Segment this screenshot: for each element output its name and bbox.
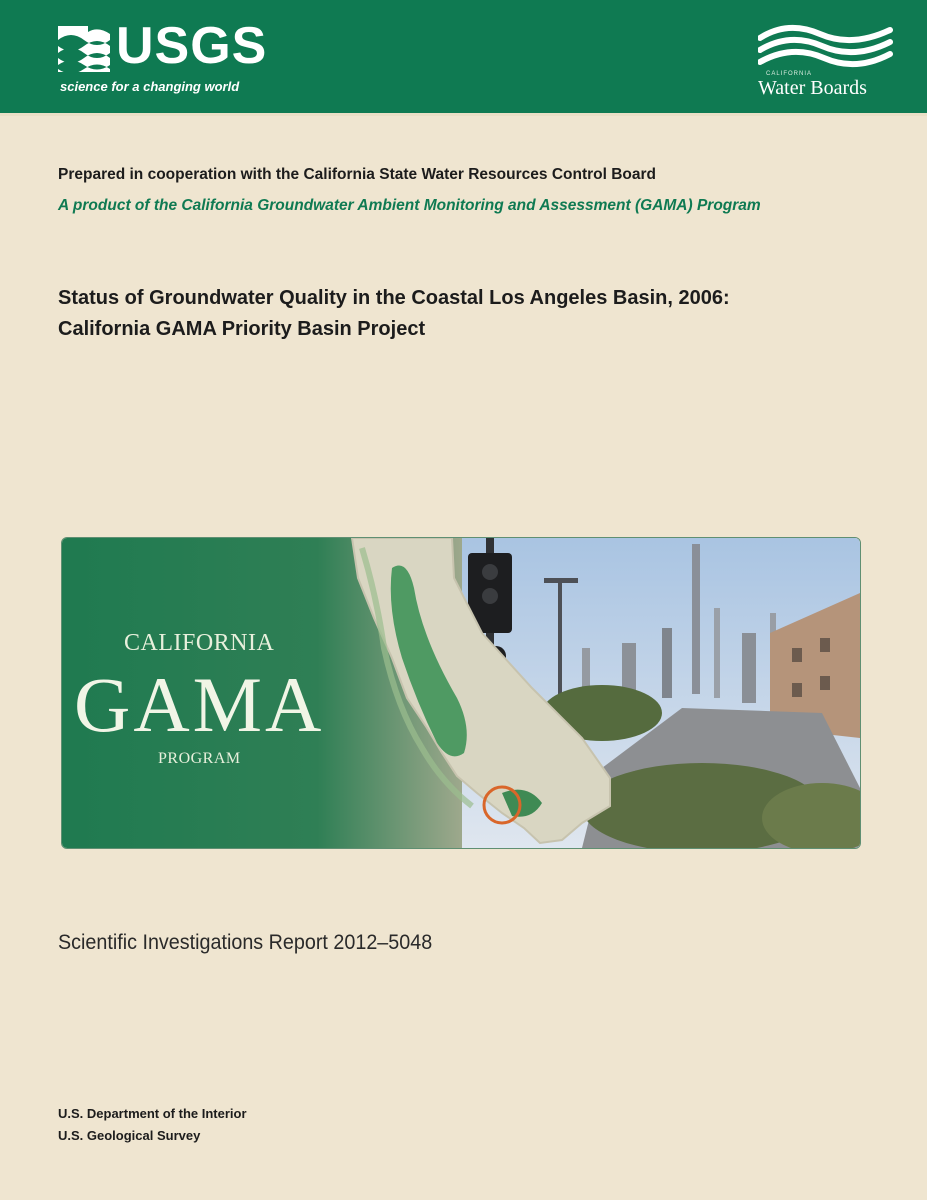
- water-boards-name: Water Boards: [758, 77, 867, 99]
- banner-gama-label: GAMA: [74, 661, 325, 748]
- gama-banner: [61, 537, 861, 849]
- usgs-tagline: science for a changing world: [60, 79, 240, 94]
- title-line-2: California GAMA Priority Basin Project: [58, 318, 426, 340]
- department-name: U.S. Department of the Interior: [58, 1106, 247, 1121]
- title-line-1: Status of Groundwater Quality in the Coastal Los Angeles Basin, 2006:: [58, 287, 730, 309]
- header-bar: [0, 0, 927, 116]
- usgs-wave-mark-icon: [58, 22, 110, 74]
- usgs-logo: [58, 17, 268, 98]
- banner-text: [62, 538, 422, 848]
- report-title: [58, 283, 888, 345]
- banner-california-label: CALIFORNIA: [124, 630, 275, 656]
- banner-program-label: PROGRAM: [158, 750, 241, 767]
- water-boards-logo: [750, 20, 900, 105]
- water-boards-small-text: CALIFORNIA: [766, 71, 813, 77]
- water-waves-icon: [758, 20, 893, 70]
- report-number: Scientific Investigations Report 2012–5048: [58, 931, 433, 954]
- usgs-wordmark: USGS: [116, 17, 268, 75]
- cooperation-statement: Prepared in cooperation with the California State Water Resources Control Board: [58, 166, 656, 183]
- survey-name: U.S. Geological Survey: [58, 1128, 201, 1143]
- program-statement: A product of the California Groundwater Ambient Monitoring and Assessment (GAMA) Program: [58, 197, 761, 214]
